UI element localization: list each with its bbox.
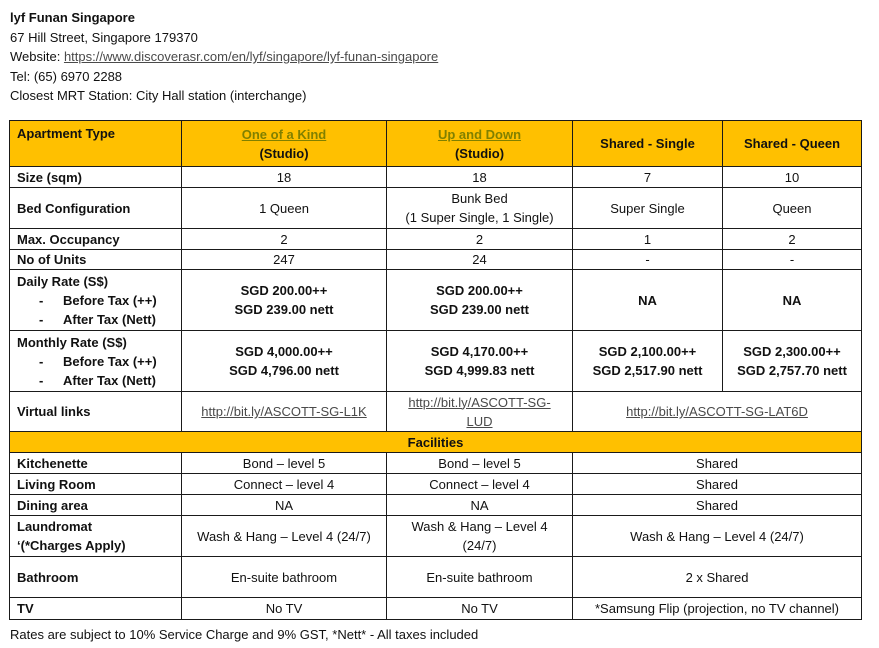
table-row	[10, 331, 862, 392]
cell: Connect – level 4	[182, 474, 387, 495]
table-row	[10, 392, 862, 432]
cell: Shared	[573, 453, 862, 474]
cell: -	[723, 250, 862, 270]
header-one-of-a-kind	[182, 121, 387, 167]
cell-line: SGD 2,517.90 nett	[592, 363, 703, 378]
table-row	[10, 516, 862, 557]
up-and-down-link[interactable]: Up and Down	[437, 126, 522, 142]
cell: Bond – level 5	[182, 453, 387, 474]
property-header	[10, 8, 438, 106]
row-label	[10, 270, 182, 331]
row-label: Dining area	[10, 495, 182, 516]
facilities-section-row	[10, 432, 862, 453]
cell	[573, 331, 723, 392]
website-link[interactable]: https://www.discoverasr.com/en/lyf/singapore/lyf-funan-singapore	[63, 49, 439, 64]
cell: No TV	[387, 598, 573, 620]
rates-footnote: Rates are subject to 10% Service Charge and 9% GST, *Nett* - All taxes included	[10, 627, 479, 642]
header-label: Apartment Type	[10, 121, 182, 167]
cell-line: (24/7)	[462, 538, 497, 553]
header-row	[10, 121, 862, 167]
website-line	[10, 47, 438, 67]
row-label	[10, 331, 182, 392]
sublabel-text: Before Tax (++)	[63, 292, 157, 308]
row-sublabel	[17, 291, 177, 310]
cell: NA	[387, 495, 573, 516]
cell: NA	[723, 270, 862, 331]
table-row	[10, 250, 862, 270]
cell: 2 x Shared	[573, 557, 862, 598]
cell: 1 Queen	[182, 188, 387, 229]
row-sublabel	[17, 310, 177, 329]
row-label: Size (sqm)	[10, 167, 182, 188]
virtual-link-one-of-a-kind[interactable]: http://bit.ly/ASCOTT-SG-L1K	[201, 404, 367, 419]
cell-line: SGD 4,000.00++	[235, 344, 333, 359]
cell-line: SGD 4,999.83 nett	[424, 363, 535, 378]
cell: En-suite bathroom	[182, 557, 387, 598]
one-of-a-kind-link[interactable]: One of a Kind	[241, 126, 327, 142]
table-row	[10, 557, 862, 598]
row-label: TV	[10, 598, 182, 620]
header-shared-queen: Shared - Queen	[723, 121, 862, 167]
row-label: Kitchenette	[10, 453, 182, 474]
cell: Bond – level 5	[387, 453, 573, 474]
dash: -	[39, 311, 44, 327]
cell-line: SGD 4,796.00 nett	[229, 363, 339, 378]
cell: Super Single	[573, 188, 723, 229]
cell: 1	[573, 229, 723, 250]
cell: 247	[182, 250, 387, 270]
rates-table	[9, 120, 862, 620]
cell: Wash & Hang – Level 4 (24/7)	[182, 516, 387, 557]
telephone: Tel: (65) 6970 2288	[10, 68, 123, 84]
website-label: Website:	[10, 49, 64, 64]
property-title: lyf Funan Singapore	[10, 10, 135, 25]
cell: NA	[182, 495, 387, 516]
cell-line: Bunk Bed	[451, 191, 508, 206]
cell: Connect – level 4	[387, 474, 573, 495]
cell	[387, 392, 573, 432]
cell: 7	[573, 167, 723, 188]
cell	[387, 331, 573, 392]
table-row	[10, 598, 862, 620]
closest-mrt: Closest MRT Station: City Hall station (interchange)	[10, 88, 307, 103]
sublabel-text: After Tax (Nett)	[63, 372, 156, 388]
row-label: Max. Occupancy	[10, 229, 182, 250]
row-label: No of Units	[10, 250, 182, 270]
table-row	[10, 453, 862, 474]
cell: *Samsung Flip (projection, no TV channel)	[573, 598, 862, 620]
cell: 2	[387, 229, 573, 250]
cell: 2	[723, 229, 862, 250]
cell: 18	[182, 167, 387, 188]
sublabel-text: Before Tax (++)	[63, 353, 157, 369]
row-label: Living Room	[10, 474, 182, 495]
cell: Wash & Hang – Level 4 (24/7)	[573, 516, 862, 557]
cell	[573, 392, 862, 432]
row-label-line: ‘(*Charges Apply)	[17, 538, 126, 553]
cell-line: Wash & Hang – Level 4	[411, 519, 548, 534]
cell	[182, 331, 387, 392]
row-label	[10, 516, 182, 557]
row-label-main: Monthly Rate (S$)	[17, 334, 127, 350]
virtual-link-up-and-down[interactable]	[408, 395, 550, 429]
cell: Shared	[573, 474, 862, 495]
row-label: Bed Configuration	[10, 188, 182, 229]
sublabel-text: After Tax (Nett)	[63, 311, 156, 327]
cell-line: SGD 4,170.00++	[430, 344, 529, 359]
header-shared-single: Shared - Single	[573, 121, 723, 167]
cell: NA	[573, 270, 723, 331]
table-row	[10, 495, 862, 516]
cell-line: SGD 239.00 nett	[234, 302, 334, 317]
row-label-main: Daily Rate (S$)	[17, 273, 109, 289]
cell-line: SGD 2,100.00++	[598, 344, 697, 359]
table-row	[10, 229, 862, 250]
cell: 2	[182, 229, 387, 250]
link-line: http://bit.ly/ASCOTT-SG-	[408, 394, 551, 410]
header-sub: (Studio)	[454, 145, 505, 161]
cell	[182, 270, 387, 331]
table-row	[10, 188, 862, 229]
row-label-line: Laundromat	[17, 519, 93, 534]
cell	[723, 331, 862, 392]
property-address: 67 Hill Street, Singapore 179370	[10, 29, 198, 45]
cell	[182, 392, 387, 432]
cell	[387, 516, 573, 557]
cell-line: SGD 239.00 nett	[430, 302, 529, 317]
cell	[387, 188, 573, 229]
cell: Shared	[573, 495, 862, 516]
header-sub: (Studio)	[259, 145, 309, 161]
dash: -	[39, 353, 44, 369]
cell: 24	[387, 250, 573, 270]
table-row	[10, 270, 862, 331]
cell-line: SGD 200.00++	[240, 283, 328, 298]
dash: -	[39, 372, 44, 388]
cell: 10	[723, 167, 862, 188]
cell: En-suite bathroom	[387, 557, 573, 598]
cell-line: SGD 200.00++	[436, 283, 523, 298]
cell: No TV	[182, 598, 387, 620]
header-up-and-down	[387, 121, 573, 167]
cell: -	[573, 250, 723, 270]
cell: 18	[387, 167, 573, 188]
cell-line: (1 Super Single, 1 Single)	[405, 210, 554, 225]
table-row	[10, 474, 862, 495]
section-title: Facilities	[10, 432, 862, 453]
cell-line: SGD 2,300.00++	[743, 344, 841, 359]
row-label: Bathroom	[10, 557, 182, 598]
cell: Queen	[723, 188, 862, 229]
dash: -	[39, 292, 44, 308]
link-line: LUD	[466, 413, 493, 429]
virtual-link-shared[interactable]: http://bit.ly/ASCOTT-SG-LAT6D	[626, 404, 808, 419]
row-label: Virtual links	[10, 392, 182, 432]
cell	[387, 270, 573, 331]
cell-line: SGD 2,757.70 nett	[737, 363, 847, 378]
row-sublabel	[17, 352, 177, 371]
row-sublabel	[17, 371, 177, 390]
table-row	[10, 167, 862, 188]
